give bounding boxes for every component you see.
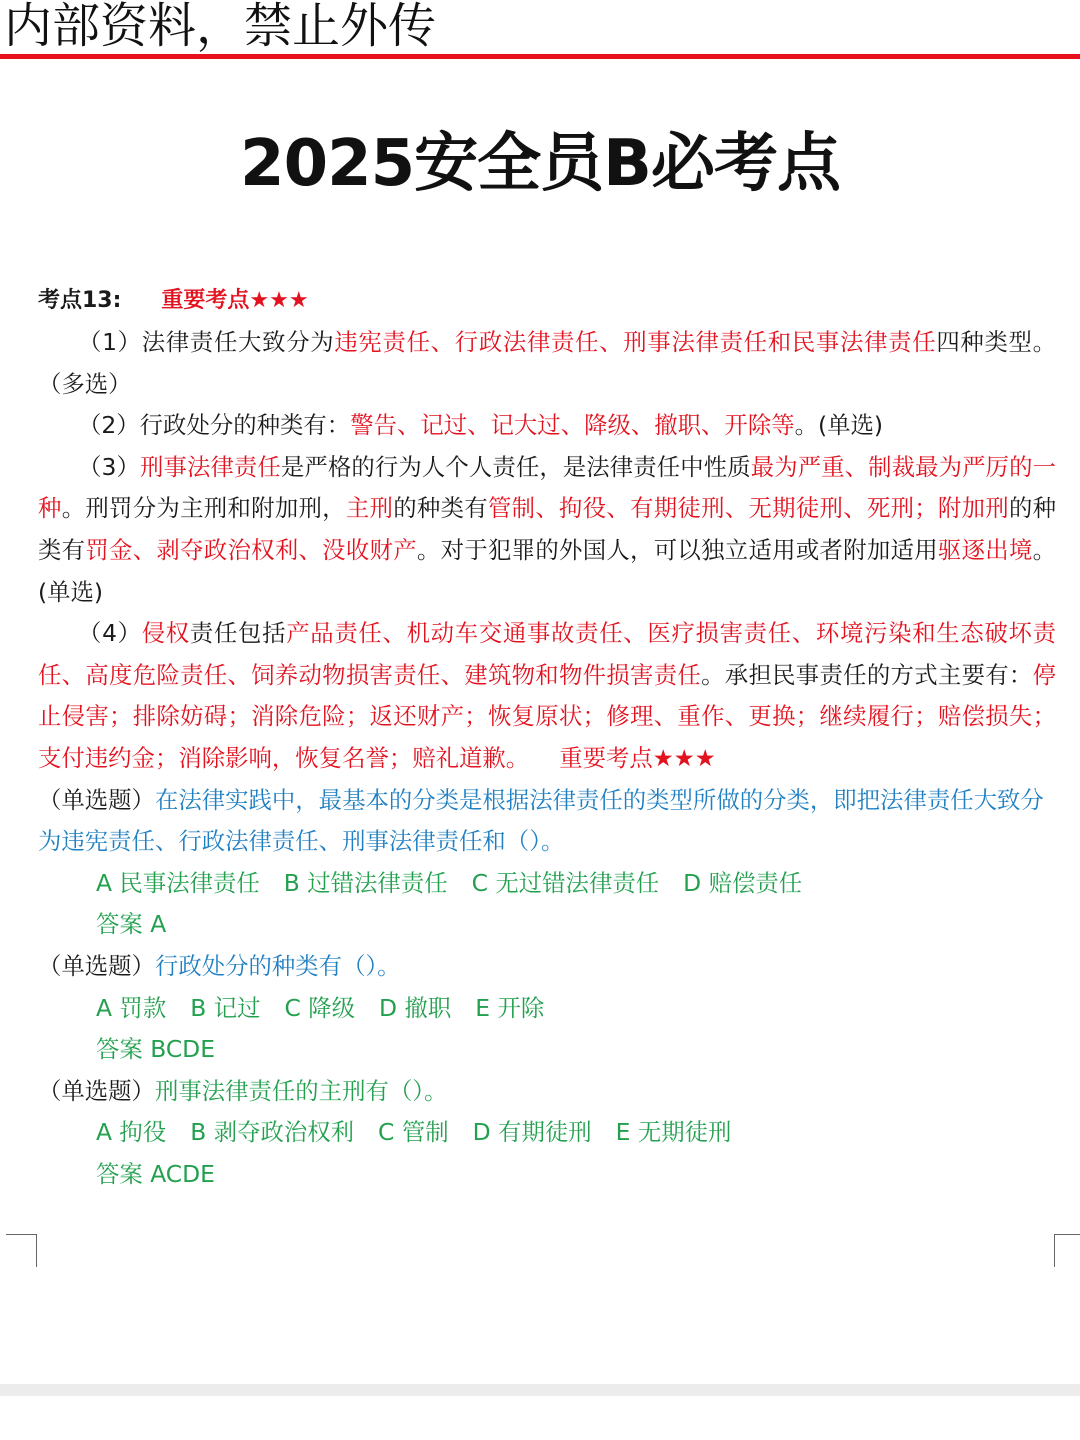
document-body	[38, 280, 1056, 1195]
question-1-options	[38, 863, 1056, 905]
p2-text-end: 。(单选)	[794, 411, 884, 440]
p3-text: 是严格的行为人个人责任，是法律责任中性质	[280, 452, 751, 481]
question-type: （单选题）	[38, 1076, 155, 1105]
p4-highlight: 侵权	[141, 619, 190, 648]
paragraph-4	[38, 613, 1056, 779]
page-corner-mark-right	[1054, 1234, 1080, 1267]
p3-text: 。对于犯罪的外国人，可以独立适用或者附加适用	[416, 535, 938, 564]
p4-text: （4）	[78, 619, 142, 648]
option-c: C 管制	[378, 1118, 449, 1147]
p1-text-end: 四种类型。（多选）	[38, 328, 1057, 398]
question-3-answer: 答案 ACDE	[96, 1159, 215, 1188]
option-b: B 过错法律责任	[283, 868, 448, 897]
importance-label: 重要考点★★★	[161, 288, 309, 313]
confidential-banner	[0, 0, 1080, 58]
option-e: E 无期徒刑	[615, 1118, 732, 1147]
paragraph-1	[38, 322, 1056, 405]
p4-importance: 重要考点★★★	[559, 743, 716, 772]
question-type: （单选题）	[38, 951, 155, 980]
question-type: （单选题）	[38, 785, 155, 814]
p3-highlight: 主刑	[345, 494, 394, 523]
option-e: E 开除	[475, 993, 545, 1022]
paragraph-2	[38, 405, 1056, 447]
question-text: 刑事法律责任的主刑有（）。	[154, 1076, 448, 1105]
p4-text: 。承担民事责任的方式主要有：	[701, 660, 1033, 689]
question-2-answer: 答案 BCDE	[96, 1035, 215, 1064]
p4-highlight: 产品责任、机动车交通事故责任、医疗损害责任、环境污染和生态破坏责任、高度危险责任、饲养动物损害责任、建筑物和物件损害责任	[38, 619, 1057, 689]
option-d: D 撤职	[379, 993, 452, 1022]
page-corner-mark-left	[6, 1234, 37, 1267]
p4-text: 责任包括	[189, 619, 287, 648]
option-a: A 民事法律责任	[96, 868, 260, 897]
p4-highlight: 停止侵害；排除妨碍；消除危险；返还财产；恢复原状；修理、重作、更换；继续履行；赔偿损失；支付违约金；消除影响，恢复名誉；赔礼道歉。	[38, 660, 1057, 772]
p3-text: 的种类有	[38, 494, 1057, 564]
option-d: D 赔偿责任	[683, 868, 803, 897]
option-b: B 记过	[190, 993, 261, 1022]
page-bottom-band	[0, 1384, 1080, 1396]
p3-text: 的种类有	[393, 494, 488, 523]
p3-highlight: 罚金、剥夺政治权利、没收财产	[85, 535, 417, 564]
banner-text: 内部资料，禁止外传	[4, 0, 437, 54]
p3-highlight: 管制、拘役、有期徒刑、无期徒刑、死刑；附加刑	[487, 494, 1009, 523]
page-title: 2025安全员B必考点	[240, 127, 840, 201]
question-2-options	[38, 988, 1056, 1030]
p3-text: 。刑罚分为主刑和附加刑，	[61, 494, 346, 523]
option-a: A 罚款	[96, 993, 167, 1022]
p3-text: （3）	[78, 452, 140, 481]
p3-text-end: 。(单选)	[38, 535, 1057, 606]
p3-highlight: 驱逐出境	[937, 535, 1033, 564]
option-c: C 无过错法律责任	[471, 868, 660, 897]
p1-text: （1）法律责任大致分为	[78, 328, 335, 356]
question-1-answer: 答案 A	[96, 910, 167, 939]
question-3-options	[38, 1112, 1056, 1154]
question-1	[38, 780, 1056, 863]
question-3	[38, 1071, 1056, 1113]
question-text: 行政处分的种类有（）。	[154, 951, 401, 980]
p1-highlight: 违宪责任、行政法律责任、刑事法律责任和民事法律责任	[334, 328, 937, 356]
option-c: C 降级	[284, 993, 356, 1022]
section-heading	[38, 280, 1056, 322]
option-a: A 拘役	[96, 1118, 167, 1147]
paragraph-3	[38, 447, 1056, 613]
p3-highlight: 最为严重、制裁最为严厉的一种	[38, 452, 1057, 523]
p2-text: （2）行政处分的种类有：	[78, 411, 351, 440]
question-text: 在法律实践中，最基本的分类是根据法律责任的类型所做的分类，即把法律责任大致分为违宪责任、行政法律责任、刑事法律责任和（）。	[38, 785, 1044, 856]
option-b: B 剥夺政治权利	[190, 1118, 355, 1147]
option-d: D 有期徒刑	[472, 1118, 592, 1147]
banner-red-line	[0, 54, 1080, 59]
question-2	[38, 946, 1056, 988]
p3-highlight: 刑事法律责任	[139, 452, 281, 481]
p2-highlight: 警告、记过、记大过、降级、撤职、开除等	[350, 411, 795, 440]
section-label: 考点13:	[38, 288, 122, 313]
